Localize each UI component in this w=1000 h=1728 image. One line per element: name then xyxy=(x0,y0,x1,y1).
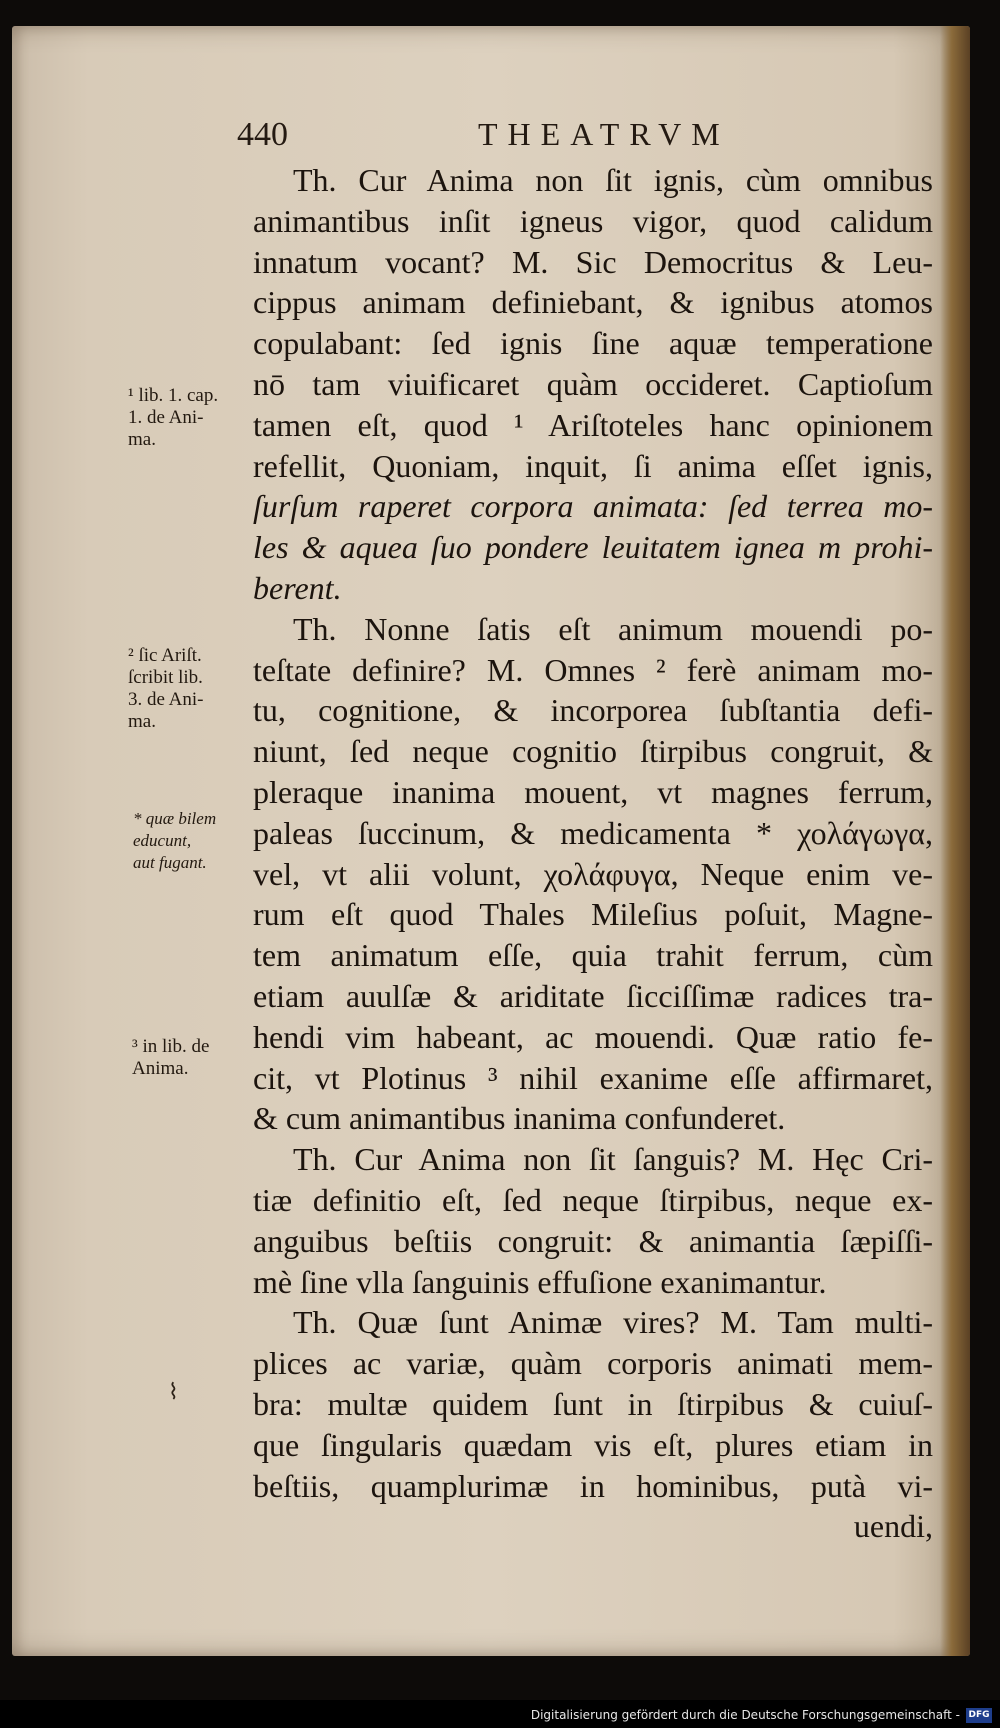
text-line: berent. xyxy=(253,569,342,606)
text-line: nō tam viuificaret quàm occideret. Captioſum xyxy=(253,365,933,402)
margin-note: * quæ bilem educunt, aut fugant. xyxy=(133,809,217,872)
text-line: pleraque inanima mouent, vt magnes ferrum, xyxy=(253,773,933,810)
text-line: vel, vt alii volunt, χολάφυγα, Neque enim ve- xyxy=(253,855,933,892)
text-line: Th. Quæ ſunt Animæ vires? M. Tam multi- xyxy=(293,1304,933,1341)
text-line: les & aquea ſuo pondere leuitatem ignea m prohi- xyxy=(253,529,933,566)
text-line: refellit, Quoniam, inquit, ſi anima eſſet ignis, xyxy=(253,447,933,484)
dfg-logo: DFG xyxy=(966,1708,992,1723)
text-line: niunt, ſed neque cognitio ſtirpibus congruit, & xyxy=(253,733,933,770)
text-line: que ſingularis quædam vis eſt, plures etiam in xyxy=(253,1426,933,1463)
text-line: anguibus beſtiis congruit: & animantia ſæpiſſi- xyxy=(253,1222,933,1259)
text-line: ſurſum raperet corpora animata: ſed terrea mo- xyxy=(253,488,933,525)
text-line: paleas ſuccinum, & medicamenta * χολάγωγα, xyxy=(253,814,933,851)
text-line: tamen eſt, quod ¹ Ariſtoteles hanc opinionem xyxy=(253,406,933,443)
text-line: & cum animantibus inanima confunderet. xyxy=(253,1100,786,1137)
digitization-credit: Digitalisierung gefördert durch die Deutsche Forschungsgemeinschaft - xyxy=(530,1708,960,1722)
text-line: uendi, xyxy=(853,1508,933,1545)
running-title: THEATRVM xyxy=(478,116,730,152)
text-line: tiæ definitio eſt, ſed neque ſtirpibus, neque ex- xyxy=(253,1181,933,1218)
text-line: animantibus inſit igneus vigor, quod calidum xyxy=(253,202,933,239)
text-line: hendi vim habeant, ac mouendi. Quæ ratio fe- xyxy=(253,1018,933,1055)
text-line: plices ac variæ, quàm corporis animati mem- xyxy=(253,1345,933,1382)
text-line: etiam auulſæ & ariditate ſicciſſimæ radices tra- xyxy=(253,977,933,1014)
page-header xyxy=(0,88,1000,153)
text-line: innatum vocant? M. Sic Democritus & Leu- xyxy=(253,243,933,280)
text-line: bra: multæ quidem ſunt in ſtirpibus & cuiuſ- xyxy=(253,1385,933,1422)
page-number: 440 xyxy=(237,116,288,153)
text-line: rum eſt quod Thales Mileſius poſuit, Magne- xyxy=(253,896,933,933)
text-line: teſtate definire? M. Omnes ² ferè animam mo- xyxy=(253,651,933,688)
text-line: tem animatum eſſe, quia trahit ferrum, cùm xyxy=(253,937,933,974)
page-edge xyxy=(940,26,970,1656)
text-line: beſtiis, quamplurimæ in hominibus, putà vi- xyxy=(253,1467,933,1504)
text-line: cippus animam definiebant, & ignibus atomos xyxy=(253,284,933,321)
margin-note: ¹ lib. 1. cap. 1. de Ani- ma. xyxy=(128,385,219,450)
text-line: Th. Nonne ſatis eſt animum mouendi po- xyxy=(293,610,933,647)
text-line: mè ſine vlla ſanguinis effuſione exanimantur. xyxy=(253,1263,827,1300)
text-line: cit, vt Plotinus ³ nihil exanime eſſe affirmaret, xyxy=(253,1059,933,1096)
text-line: Th. Cur Anima non ſit ſanguis? M. Hęc Cri- xyxy=(293,1141,933,1178)
margin-note: ² ſic Ariſt. ſcribit lib. 3. de Ani- ma. xyxy=(128,645,204,732)
margin-note: ³ in lib. de Anima. xyxy=(132,1036,210,1079)
text-line: tu, cognitione, & incorporea ſubſtantia defi- xyxy=(253,692,933,729)
main-text xyxy=(253,160,933,1547)
text-line: Th. Cur Anima non ſit ignis, cùm omnibus xyxy=(293,162,933,198)
margin-mark: ⌇ xyxy=(168,1380,179,1405)
text-line: copulabant: ſed ignis ſine aquæ temperatione xyxy=(253,325,933,362)
